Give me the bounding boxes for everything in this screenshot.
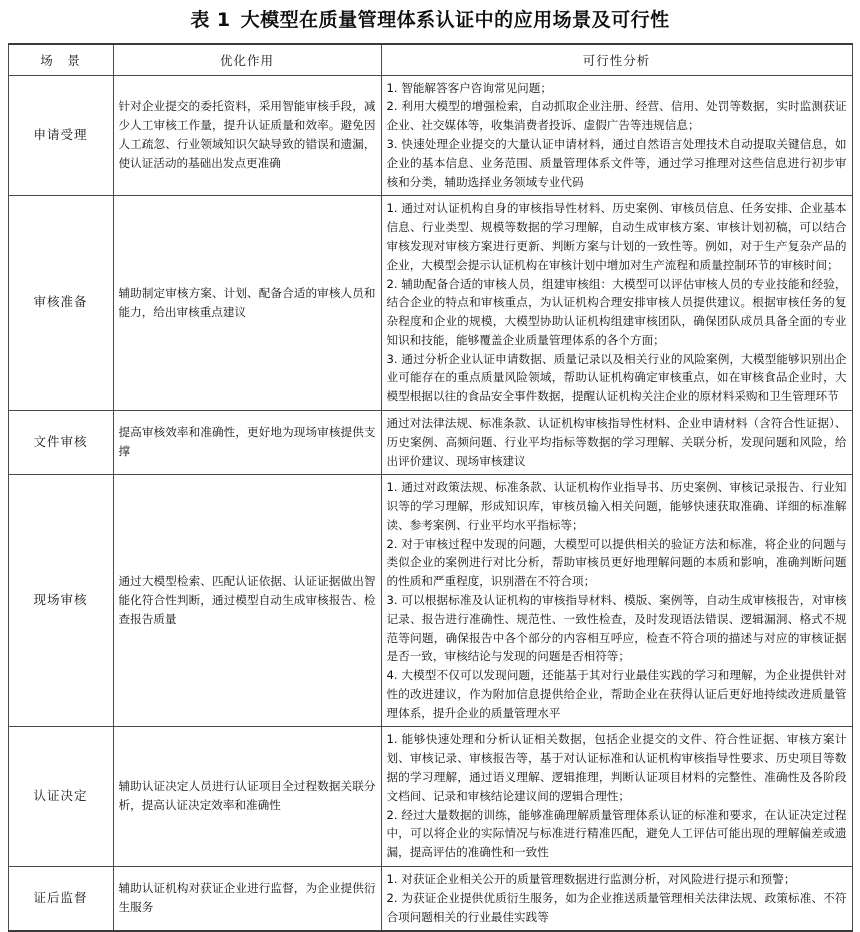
- feasibility-item: 1. 智能解答客户咨询常见问题；: [386, 80, 552, 95]
- row-optimization: 针对企业提交的委托资料，采用智能审核手段，减少人工审核工作量，提升认证质量和效率。避免因人工疏忽、行业领域知识欠缺导致的错误和遗漏，使认证活动的基础出发点更准确: [113, 75, 381, 196]
- row-feasibility: [381, 475, 852, 727]
- row-feasibility: [381, 866, 852, 931]
- column-header-scene: 场 景: [8, 44, 113, 76]
- feasibility-item: 2. 对于审核过程中发现的问题，大模型可以提供相关的验证方法和标准，将企业的问题与类似企业的案例进行对比分析，帮助审核员更好地理解问题的本质和影响，准确判断问题的性质和严重程度，识别潜在不符合项；: [386, 536, 847, 589]
- feasibility-item: 1. 能够快速处理和分析认证相关数据，包括企业提交的文件、符合性证据、审核方案计划、审核记录、审核报告等，基于对认证标准和认证机构审核指导性要求、历史项目等数据的学习理解，通过语义理解、逻辑推理，判断认证项目材料的完整性、准确性及各阶段文档间、记录和审核结论建议间的逻辑合理性；: [386, 732, 847, 803]
- feasibility-item: 1. 通过对认证机构自身的审核指导性材料、历史案例、审核员信息、任务安排、企业基本信息、行业类型、规模等数据的学习理解，自动生成审核方案、审核计划初稿，可以结合审核发现对审核方案进行更新、判断方案与计划的一致性等。例如，对于生产复杂产品的企业，大模型会提示认证机构在审核计划中增加对生产流程和质量控制环节的审核时间；: [386, 201, 847, 272]
- feasibility-item: 2. 经过大量数据的训练，能够准确理解质量管理体系认证的标准和要求，在认证决定过程中，可以将企业的实际情况与标准进行精准匹配，避免人工评估可能出现的理解偏差或遗漏，提高评估的准确性和一致性: [386, 807, 847, 860]
- application-scenarios-table: [8, 43, 853, 932]
- row-feasibility: [381, 727, 852, 866]
- feasibility-item: 3. 通过分析企业认证申请数据、质量记录以及相关行业的风险案例，大模型能够识别出企业可能存在的重点质量风险领域，帮助认证机构确定审核重点，如在审核食品企业时，大模型根据以往的食品安全事件数据，提醒认证机构关注企业的原材料采购和卫生管理环节: [386, 351, 847, 404]
- row-feasibility: [381, 75, 852, 196]
- feasibility-item: 3. 快速处理企业提交的大量认证申请材料，通过自然语言处理技术自动提取关键信息，如企业的基本信息、业务范围、质量管理体系文件等，通过学习推理对这些信息进行初步审核和分类，辅助选择业务领域专业代码: [386, 137, 847, 189]
- table-row: [8, 727, 852, 866]
- feasibility-item: 1. 对获证企业相关公开的质量管理数据进行监测分析，对风险进行提示和预警；: [386, 871, 796, 886]
- table-row: [8, 475, 852, 727]
- row-scene: 审核准备: [8, 196, 113, 411]
- feasibility-item: 2. 为获证企业提供优质衍生服务，如为企业推送质量管理相关法律法规、政策标准、不符合项问题相关的行业最佳实践等: [386, 890, 847, 924]
- feasibility-item: 2. 辅助配备合适的审核人员，组建审核组：大模型可以评估审核人员的专业技能和经验，结合企业的特点和审核重点，为认证机构合理安排审核人员提供建议。根据审核任务的复杂程度和企业的规模，大模型协助认证机构组建审核团队，确保团队成员具备全面的专业知识和技能，能够覆盖企业质量管理体系的各个方面；: [386, 276, 847, 347]
- row-scene: 证后监督: [8, 866, 113, 931]
- row-scene: 申请受理: [8, 75, 113, 196]
- row-scene: 认证决定: [8, 727, 113, 866]
- table-caption: [0, 0, 860, 43]
- feasibility-item: 3. 可以根据标准及认证机构的审核指导材料、模版、案例等，自动生成审核报告，对审核记录、报告进行准确性、规范性、一致性检查，及时发现语法错误、逻辑漏洞、格式不规范等问题，确保报告中各个部分的内容相互呼应，检查不符合项的描述与对应的审核证据是否一致，审核结论与发现的问题是否相符等；: [386, 593, 847, 664]
- table-title-text: 大模型在质量管理体系认证中的应用场景及可行性: [240, 9, 670, 31]
- feasibility-item: 2. 利用大模型的增强检索，自动抓取企业注册、经营、信用、处罚等数据，实时监测获证企业、社交媒体等，收集消费者投诉、虚假广告等违规信息；: [386, 99, 847, 133]
- row-scene: 现场审核: [8, 475, 113, 727]
- table-row: [8, 196, 852, 411]
- row-feasibility: [381, 410, 852, 474]
- row-optimization: 辅助认证机构对获证企业进行监督，为企业提供衍生服务: [113, 866, 381, 931]
- row-optimization: 辅助制定审核方案、计划、配备合适的审核人员和能力，给出审核重点建议: [113, 196, 381, 411]
- table-row: [8, 866, 852, 931]
- feasibility-item: 通过对法律法规、标准条款、认证机构审核指导性材料、企业申请材料（含符合性证据）、历史案例、高频问题、行业平均指标等数据的学习理解、关联分析，发现问题和风险，给出评价建议、现场审核建议: [386, 415, 847, 468]
- table-row: [8, 75, 852, 196]
- feasibility-item: 4. 大模型不仅可以发现问题，还能基于其对行业最佳实践的学习和理解，为企业提供针对性的改进建议，作为附加信息提供给企业，帮助企业在获得认证后更好地持续改进质量管理体系，提升企业的质量管理水平: [386, 668, 847, 720]
- row-feasibility: [381, 196, 852, 411]
- table-body: [8, 75, 852, 931]
- row-optimization: 辅助认证决定人员进行认证项目全过程数据关联分析，提高认证决定效率和准确性: [113, 727, 381, 866]
- table-header: [8, 44, 852, 76]
- table-number: 表 1: [190, 9, 231, 31]
- row-scene: 文件审核: [8, 410, 113, 474]
- table-row: [8, 410, 852, 474]
- feasibility-item: 1. 通过对政策法规、标准条款、认证机构作业指导书、历史案例、审核记录报告、行业知识等的学习理解，形成知识库，审核员输入相关问题，能够快速获取准确、详细的标准解读、参考案例、行业平均水平指标等；: [386, 480, 847, 532]
- column-header-optimization: 优化作用: [113, 44, 381, 76]
- row-optimization: 提高审核效率和准确性，更好地为现场审核提供支撑: [113, 410, 381, 474]
- column-header-feasibility: 可行性分析: [381, 44, 852, 76]
- table-header-row: [8, 44, 852, 76]
- row-optimization: 通过大模型检索、匹配认证依据、认证证据做出智能化符合性判断，通过模型自动生成审核报告、检查报告质量: [113, 475, 381, 727]
